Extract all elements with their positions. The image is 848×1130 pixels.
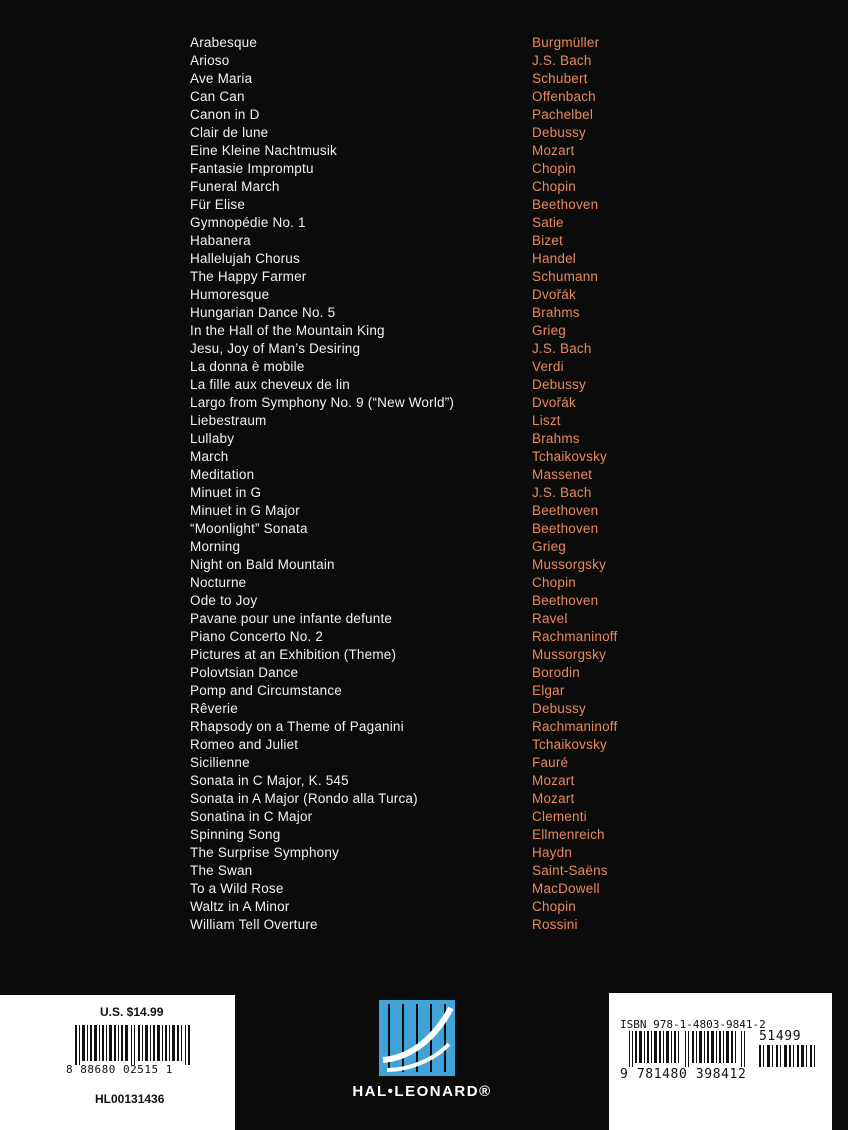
song-composer: Brahms <box>532 305 580 320</box>
song-row <box>190 826 650 844</box>
song-row <box>190 610 650 628</box>
song-title: Clair de lune <box>190 125 269 140</box>
song-composer: Mozart <box>532 773 575 788</box>
song-row <box>190 250 650 268</box>
song-composer: Ravel <box>532 611 568 626</box>
song-row <box>190 538 650 556</box>
song-row <box>190 142 650 160</box>
song-composer: Bizet <box>532 233 564 248</box>
song-row <box>190 646 650 664</box>
song-composer: Fauré <box>532 755 569 770</box>
song-composer: Debussy <box>532 377 586 392</box>
song-title: Ode to Joy <box>190 593 258 608</box>
upc-digits: 8 88680 02515 1 <box>66 1063 173 1076</box>
song-row <box>190 196 650 214</box>
song-row <box>190 880 650 898</box>
song-row <box>190 664 650 682</box>
song-composer: Dvořák <box>532 395 576 410</box>
isbn-barcode-panel <box>609 993 832 1130</box>
song-title: Arabesque <box>190 35 258 50</box>
song-row <box>190 160 650 178</box>
song-composer: Rossini <box>532 917 578 932</box>
song-row <box>190 700 650 718</box>
upc-barcode-icon <box>75 1025 195 1065</box>
song-title: Arioso <box>190 53 230 68</box>
song-row <box>190 592 650 610</box>
song-title: Eine Kleine Nachtmusik <box>190 143 337 158</box>
song-list <box>190 34 650 934</box>
song-title: Für Elise <box>190 197 246 212</box>
song-row <box>190 628 650 646</box>
song-composer: Beethoven <box>532 593 599 608</box>
song-composer: Mussorgsky <box>532 557 607 572</box>
song-row <box>190 178 650 196</box>
song-row <box>190 340 650 358</box>
song-title: Can Can <box>190 89 245 104</box>
song-row <box>190 484 650 502</box>
song-title: Jesu, Joy of Man’s Desiring <box>190 341 361 356</box>
song-composer: Haydn <box>532 845 573 860</box>
song-row <box>190 376 650 394</box>
song-composer: Offenbach <box>532 89 596 104</box>
song-title: Romeo and Juliet <box>190 737 299 752</box>
song-composer: Debussy <box>532 125 586 140</box>
song-title: Canon in D <box>190 107 260 122</box>
product-code: HL00131436 <box>95 1092 165 1106</box>
song-title: Humoresque <box>190 287 270 302</box>
song-row <box>190 124 650 142</box>
song-composer: Mozart <box>532 791 575 806</box>
song-title: Gymnopédie No. 1 <box>190 215 306 230</box>
song-title: Polovtsian Dance <box>190 665 299 680</box>
song-row <box>190 214 650 232</box>
song-title: La donna è mobile <box>190 359 305 374</box>
logo-wordmark: HAL•LEONARD® <box>352 1083 492 1100</box>
song-title: Pictures at an Exhibition (Theme) <box>190 647 397 662</box>
song-title: Habanera <box>190 233 251 248</box>
song-title: Waltz in A Minor <box>190 899 290 914</box>
song-title: Hallelujah Chorus <box>190 251 300 266</box>
supplement-barcode-icon <box>759 1045 819 1067</box>
song-composer: J.S. Bach <box>532 485 592 500</box>
song-title: La fille aux cheveux de lin <box>190 377 350 392</box>
song-title: Minuet in G <box>190 485 262 500</box>
song-row <box>190 754 650 772</box>
song-title: Sonata in A Major (Rondo alla Turca) <box>190 791 418 806</box>
song-title: Liebestraum <box>190 413 267 428</box>
song-title: Pomp and Circumstance <box>190 683 343 698</box>
song-row <box>190 70 650 88</box>
isbn-barcode-icon <box>629 1031 749 1067</box>
song-composer: Chopin <box>532 575 576 590</box>
song-row <box>190 862 650 880</box>
song-title: Hungarian Dance No. 5 <box>190 305 336 320</box>
song-row <box>190 358 650 376</box>
song-composer: Mozart <box>532 143 575 158</box>
song-row <box>190 502 650 520</box>
price-label: U.S. $14.99 <box>100 1005 164 1019</box>
song-title: “Moonlight” Sonata <box>190 521 308 536</box>
song-title: March <box>190 449 229 464</box>
song-title: Funeral March <box>190 179 280 194</box>
song-row <box>190 898 650 916</box>
song-composer: Clementi <box>532 809 587 824</box>
song-row <box>190 322 650 340</box>
song-composer: Beethoven <box>532 521 599 536</box>
song-title: Fantasie Impromptu <box>190 161 314 176</box>
song-composer: Rachmaninoff <box>532 629 618 644</box>
song-composer: Borodin <box>532 665 580 680</box>
song-composer: Grieg <box>532 539 567 554</box>
song-composer: Schubert <box>532 71 588 86</box>
song-composer: Massenet <box>532 467 593 482</box>
song-title: Night on Bald Mountain <box>190 557 335 572</box>
song-title: Largo from Symphony No. 9 (“New World”) <box>190 395 455 410</box>
song-title: Ave Maria <box>190 71 253 86</box>
song-composer: Beethoven <box>532 197 599 212</box>
song-title: Rhapsody on a Theme of Paganini <box>190 719 404 734</box>
isbn-label: ISBN 978-1-4803-9841-2 <box>620 1018 766 1031</box>
song-composer: Elgar <box>532 683 565 698</box>
song-composer: Satie <box>532 215 564 230</box>
song-row <box>190 394 650 412</box>
song-composer: Mussorgsky <box>532 647 607 662</box>
song-title: The Surprise Symphony <box>190 845 340 860</box>
song-composer: Liszt <box>532 413 561 428</box>
song-row <box>190 106 650 124</box>
song-composer: Chopin <box>532 161 576 176</box>
song-title: In the Hall of the Mountain King <box>190 323 385 338</box>
song-row <box>190 304 650 322</box>
song-row <box>190 790 650 808</box>
song-row <box>190 52 650 70</box>
song-title: Rêverie <box>190 701 238 716</box>
song-row <box>190 682 650 700</box>
song-row <box>190 520 650 538</box>
song-title: To a Wild Rose <box>190 881 284 896</box>
upc-barcode-panel <box>0 995 235 1130</box>
song-title: Lullaby <box>190 431 235 446</box>
song-title: Sicilienne <box>190 755 250 770</box>
song-composer: Schumann <box>532 269 599 284</box>
song-row <box>190 808 650 826</box>
song-title: Pavane pour une infante defunte <box>190 611 393 626</box>
song-title: Morning <box>190 539 241 554</box>
song-composer: Dvořák <box>532 287 576 302</box>
song-composer: Tchaikovsky <box>532 737 607 752</box>
song-title: The Happy Farmer <box>190 269 307 284</box>
song-row <box>190 34 650 52</box>
song-row <box>190 844 650 862</box>
song-composer: Rachmaninoff <box>532 719 618 734</box>
song-row <box>190 88 650 106</box>
song-row <box>190 268 650 286</box>
song-composer: Pachelbel <box>532 107 594 122</box>
song-row <box>190 556 650 574</box>
publisher-logo <box>337 997 507 1107</box>
song-row <box>190 718 650 736</box>
song-row <box>190 286 650 304</box>
isbn-digits: 9 781480 398412 <box>620 1067 747 1082</box>
song-composer: Tchaikovsky <box>532 449 607 464</box>
song-composer: Verdi <box>532 359 564 374</box>
song-title: William Tell Overture <box>190 917 318 932</box>
song-composer: Handel <box>532 251 576 266</box>
song-composer: Grieg <box>532 323 567 338</box>
song-composer: Debussy <box>532 701 586 716</box>
song-composer: Ellmenreich <box>532 827 605 842</box>
song-row <box>190 430 650 448</box>
song-title: Minuet in G Major <box>190 503 300 518</box>
song-row <box>190 466 650 484</box>
song-title: Meditation <box>190 467 255 482</box>
song-composer: Chopin <box>532 179 576 194</box>
song-row <box>190 916 650 934</box>
song-composer: Beethoven <box>532 503 599 518</box>
song-row <box>190 232 650 250</box>
song-title: The Swan <box>190 863 253 878</box>
song-composer: MacDowell <box>532 881 600 896</box>
song-row <box>190 412 650 430</box>
song-row <box>190 736 650 754</box>
song-title: Spinning Song <box>190 827 281 842</box>
song-composer: J.S. Bach <box>532 341 592 356</box>
song-composer: Saint-Saëns <box>532 863 608 878</box>
song-composer: Chopin <box>532 899 576 914</box>
song-composer: Burgmüller <box>532 35 600 50</box>
song-composer: J.S. Bach <box>532 53 592 68</box>
hal-leonard-logo-icon <box>379 1000 455 1076</box>
song-composer: Brahms <box>532 431 580 446</box>
song-row <box>190 772 650 790</box>
song-row <box>190 574 650 592</box>
song-title: Nocturne <box>190 575 247 590</box>
song-title: Piano Concerto No. 2 <box>190 629 324 644</box>
song-title: Sonatina in C Major <box>190 809 313 824</box>
song-row <box>190 448 650 466</box>
song-title: Sonata in C Major, K. 545 <box>190 773 349 788</box>
isbn-supplement-digits: 51499 <box>759 1029 802 1044</box>
